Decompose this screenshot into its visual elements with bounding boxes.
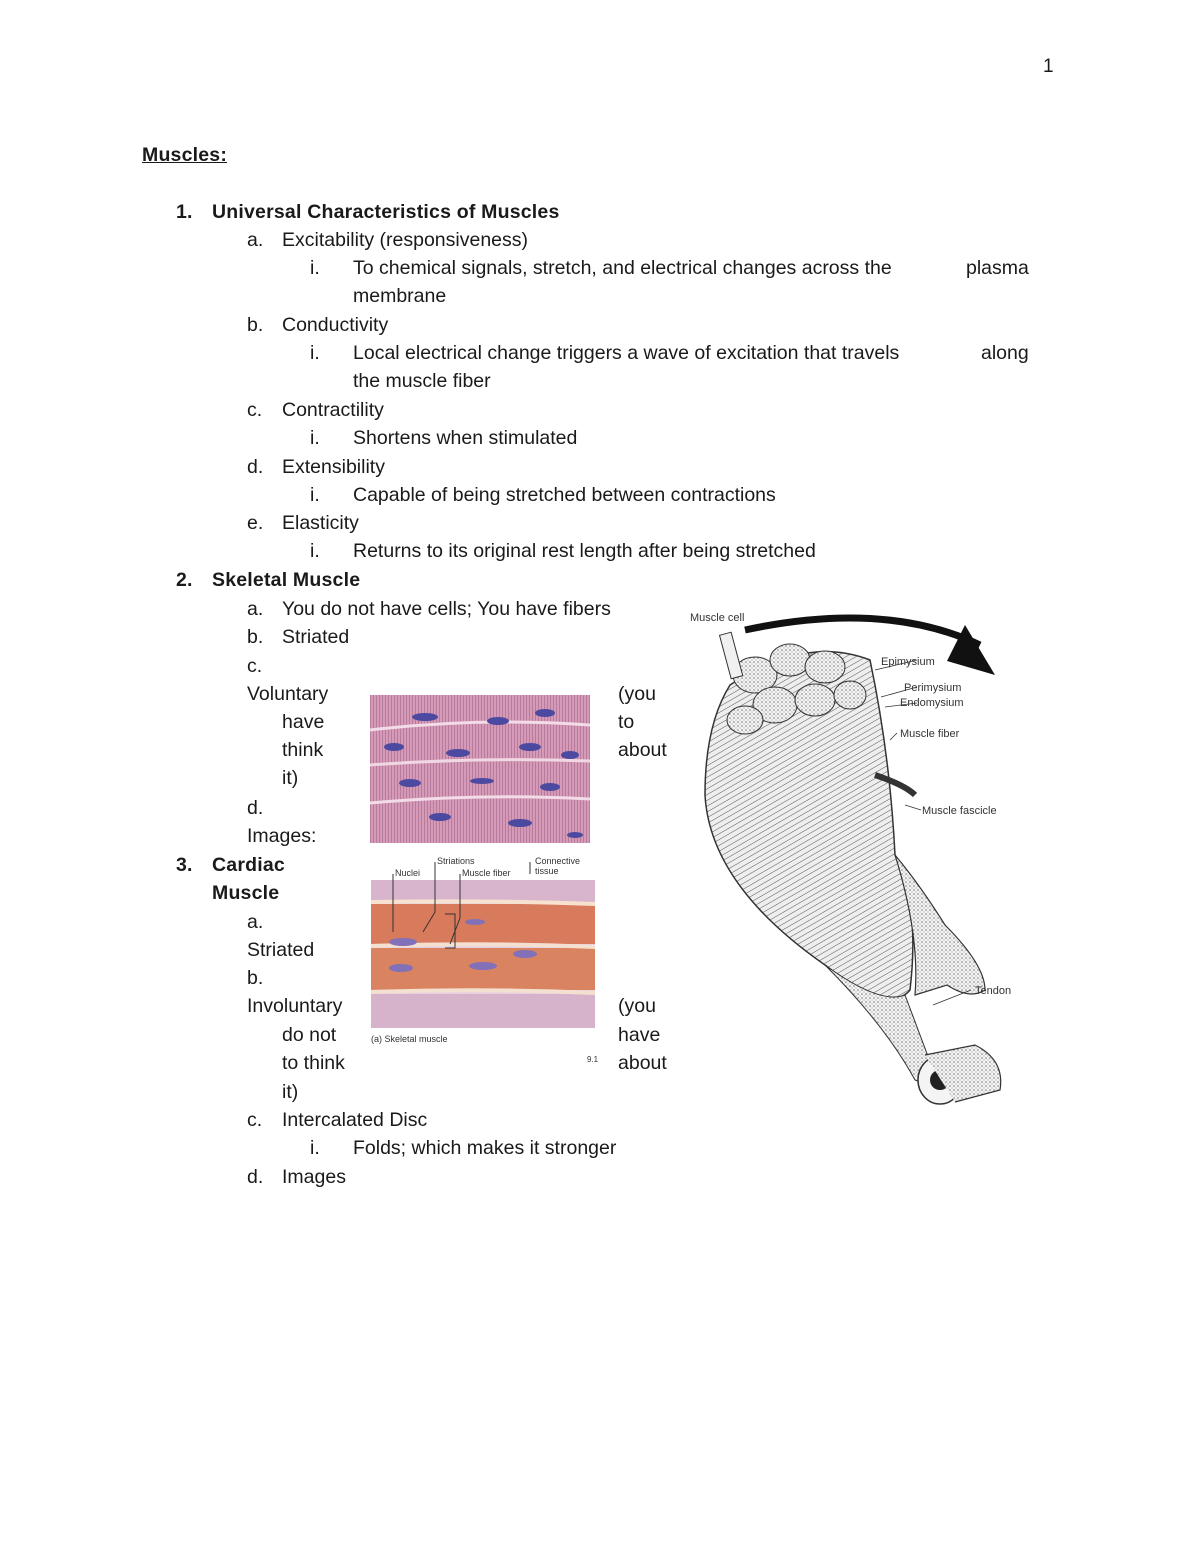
nuclei-label: Nuclei: [395, 868, 421, 878]
muscle-fascicle-label: Muscle fascicle: [922, 805, 997, 817]
section-1-heading: Universal Characteristics of Muscles: [212, 201, 560, 223]
item-letter: d.: [247, 456, 264, 478]
wrapped-word-right: to: [618, 711, 635, 733]
section-3-heading-cont: Muscle: [212, 882, 280, 904]
sub-item-tail: plasma: [966, 257, 1029, 279]
page-number: 1: [1043, 56, 1054, 77]
item-letter: a.: [247, 911, 264, 933]
tissue-label: tissue: [535, 866, 559, 876]
item-text: You do not have cells; You have fibers: [282, 598, 611, 620]
muscle-structure-diagram: [685, 605, 1025, 1115]
section-2-heading: Skeletal Muscle: [212, 569, 361, 591]
wrapped-word-right: about: [618, 739, 667, 761]
labeled-muscle-micrograph: [365, 852, 605, 1064]
wrapped-word: it): [282, 1081, 299, 1103]
item-letter: d.: [247, 1166, 264, 1188]
wrapped-word: do not: [282, 1024, 337, 1046]
perimysium-label: Perimysium: [904, 682, 962, 694]
wrapped-word: think: [282, 739, 324, 761]
item-text: Intercalated Disc: [282, 1109, 428, 1131]
item-letter: a.: [247, 229, 264, 251]
item-text: Conductivity: [282, 314, 389, 336]
section-3-heading: Cardiac: [212, 854, 285, 876]
section-1-number: 1.: [176, 201, 193, 223]
sub-item-text: Capable of being stretched between contractions: [353, 484, 776, 506]
item-letter: a.: [247, 598, 264, 620]
wrapped-word: to think: [282, 1052, 345, 1074]
figure-number: 9.1: [587, 1055, 599, 1064]
micrograph-caption: (a) Skeletal muscle: [371, 1034, 448, 1044]
item-text: Images: [282, 1166, 346, 1188]
wrapped-word-right: (you: [618, 995, 656, 1017]
roman-numeral: i.: [310, 484, 320, 506]
wrapped-word-right: about: [618, 1052, 667, 1074]
item-letter: b.: [247, 314, 264, 336]
skeletal-muscle-micrograph: [370, 695, 590, 843]
wrapped-word: Involuntary: [247, 995, 343, 1017]
muscle-fiber-label: Muscle fiber: [900, 728, 960, 740]
roman-numeral: i.: [310, 257, 320, 279]
item-letter: c.: [247, 655, 263, 677]
muscle-cell-label: Muscle cell: [690, 612, 745, 624]
item-text: Elasticity: [282, 512, 359, 534]
connective-label: Connective: [535, 856, 581, 866]
wrapped-word: have: [282, 711, 325, 733]
roman-numeral: i.: [310, 1137, 320, 1159]
section-3-number: 3.: [176, 854, 193, 876]
wrapped-word-right: have: [618, 1024, 661, 1046]
tendon-label: Tendon: [975, 985, 1012, 997]
item-text: Striated: [282, 626, 350, 648]
muscle-fiber-label: Muscle fiber: [462, 868, 511, 878]
item-letter: c.: [247, 399, 263, 421]
item-letter: b.: [247, 626, 264, 648]
item-letter: e.: [247, 512, 264, 534]
epimysium-label: Epimysium: [881, 656, 935, 668]
wrapped-word: Voluntary: [247, 683, 329, 705]
page-title: Muscles:: [142, 144, 228, 166]
wrapped-word: it): [282, 767, 299, 789]
sub-item-continuation: membrane: [353, 285, 447, 307]
endomysium-label: Endomysium: [900, 697, 964, 709]
roman-numeral: i.: [310, 540, 320, 562]
item-letter: c.: [247, 1109, 263, 1131]
item-text: Striated: [247, 939, 315, 961]
wrapped-word-right: (you: [618, 683, 656, 705]
item-text: Excitability (responsiveness): [282, 229, 529, 251]
item-text: Extensibility: [282, 456, 385, 478]
item-text: Images:: [247, 825, 317, 847]
sub-item-text: Returns to its original rest length after being stretched: [353, 540, 816, 562]
sub-item-text: Shortens when stimulated: [353, 427, 578, 449]
item-letter: d.: [247, 797, 264, 819]
sub-item-text: To chemical signals, stretch, and electrical changes across the: [353, 257, 892, 279]
roman-numeral: i.: [310, 342, 320, 364]
sub-item-continuation: the muscle fiber: [353, 370, 491, 392]
sub-item-text: Folds; which makes it stronger: [353, 1137, 617, 1159]
roman-numeral: i.: [310, 427, 320, 449]
item-letter: b.: [247, 967, 264, 989]
item-text: Contractility: [282, 399, 384, 421]
striations-label: Striations: [437, 856, 475, 866]
section-2-number: 2.: [176, 569, 193, 591]
sub-item-text: Local electrical change triggers a wave of excitation that travels: [353, 342, 900, 364]
sub-item-tail: along: [981, 342, 1029, 364]
